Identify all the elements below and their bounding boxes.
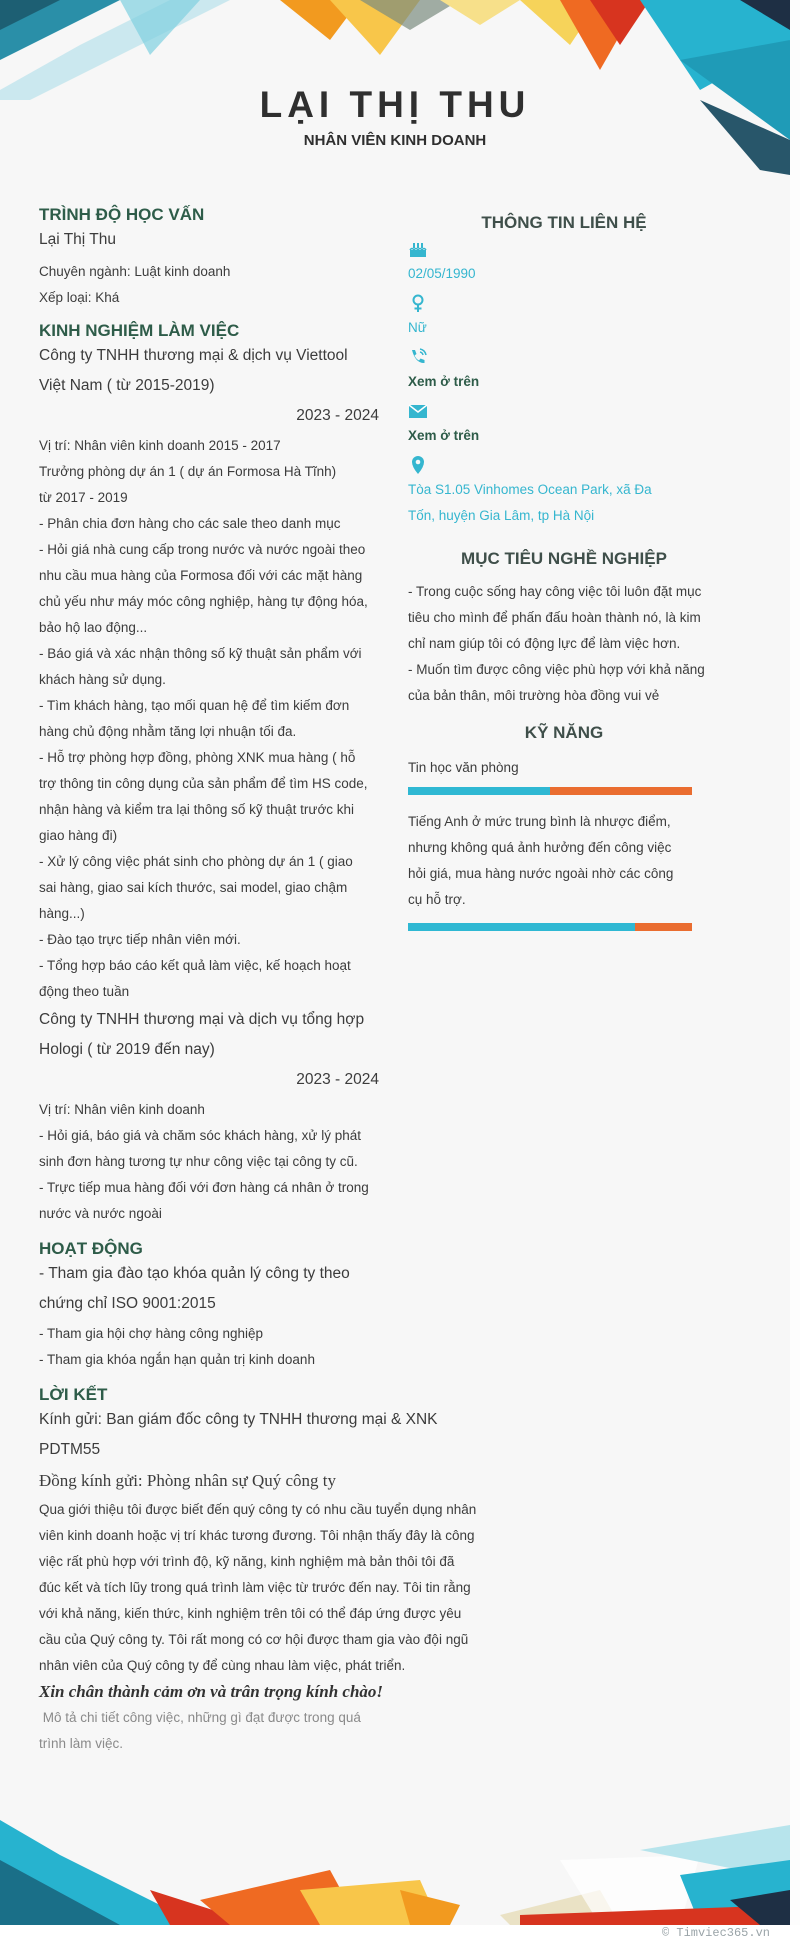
cv-header xyxy=(0,84,790,149)
address-value: Tòa S1.05 Vinhomes Ocean Park, xã Đa Tốn, huyện Gia Lâm, tp Hà Nội xyxy=(408,482,652,523)
contact-gender xyxy=(408,293,720,341)
map-marker-icon xyxy=(408,455,430,477)
skill-item xyxy=(408,755,720,795)
skill-level-fill xyxy=(408,787,550,795)
skill-item xyxy=(408,809,720,931)
skill-level-bar xyxy=(408,787,692,795)
activity-list xyxy=(39,1321,379,1373)
right-column xyxy=(408,213,720,931)
education-major: Chuyên ngành: Luật kinh doanh xyxy=(39,264,231,279)
job-details: Vị trí: Nhân viên kinh doanh 2015 - 2017 Trưởng phòng dự án 1 ( dự án Formosa Hà Tĩnh) từ 2017 - 2019 - Phân chia đơn hàng cho các sale theo danh mục - Hỏi giá nhà cung cấp trong nước và nước ngoài theo nhu cầu mua hàng của Formosa đối với các mặt hàng chủ yếu như máy móc công nghiệp, hàng tự động hóa, bảo hộ lao động... - Báo giá và xác nhận thông số kỹ thuật sản phẩm với khách hàng sử dụng. - Tìm khách hàng, tạo mối quan hệ để tìm kiếm đơn hàng chủ động nhằm tăng lợi nhuận tối đa. - Hỗ trợ phòng hợp đồng, phòng XNK mua hàng ( hỗ trợ thông tin công dụng của sản phẩm để tìm HS code, nhận hàng và kiểm tra lại thông số kỹ thuật trước khi giao hàng đi) - Xử lý công việc phát sinh cho phòng dự án 1 ( giao sai hàng, giao sai kích thước, sai model, giao chậm hàng...) - Đào tạo trực tiếp nhân viên mới. - Tổng hợp báo cáo kết quả làm việc, kế hoạch hoạt động theo tuần xyxy=(39,438,368,999)
contact-title: THÔNG TIN LIÊN HỆ xyxy=(481,213,647,232)
skill-level-bar xyxy=(408,923,692,931)
contact-email xyxy=(408,401,720,449)
job-company: Công ty TNHH thương mại & dịch vụ Viettool Việt Nam ( từ 2015-2019) xyxy=(39,347,348,394)
objective-title: MỤC TIÊU NGHỀ NGHIỆP xyxy=(461,549,667,568)
list-item: - Tham gia hội chợ hàng công nghiệp xyxy=(39,1326,264,1341)
phone-icon xyxy=(408,347,430,369)
objective-section xyxy=(408,549,720,709)
birthday-value: 02/05/1990 xyxy=(408,266,476,281)
education-grade: Xếp loại: Khá xyxy=(39,290,120,305)
skill-name: Tin học văn phòng xyxy=(408,760,519,775)
experience-section xyxy=(39,321,379,1227)
education-school: Lại Thị Thu xyxy=(39,231,116,248)
job-period: 2023 - 2024 xyxy=(296,407,379,424)
envelope-icon xyxy=(408,401,430,423)
closing-section xyxy=(39,1385,499,1757)
candidate-name: LẠI THỊ THU xyxy=(259,84,531,125)
closing-thanks: Xin chân thành cảm ơn và trân trọng kính chào! xyxy=(39,1682,384,1701)
skill-level-fill xyxy=(408,923,635,931)
experience-title: KINH NGHIỆM LÀM VIỆC xyxy=(39,321,240,340)
job-company: Công ty TNHH thương mại và dịch vụ tổng hợp Hologi ( từ 2019 đến nay) xyxy=(39,1011,365,1058)
watermark: © Timviec365.vn xyxy=(661,1926,770,1940)
skill-name: Tiếng Anh ở mức trung bình là nhược điểm, nhưng không quá ảnh hưởng đến công việc hỏi giá, mua hàng nước ngoài nhờ các công cụ hỗ trợ. xyxy=(408,814,674,907)
gender-value: Nữ xyxy=(408,320,427,335)
education-section xyxy=(39,205,379,311)
phone-value[interactable]: Xem ở trên xyxy=(408,374,480,389)
job-details: Vị trí: Nhân viên kinh doanh - Hỏi giá, báo giá và chăm sóc khách hàng, xử lý phát sinh đơn hàng tương tự như công việc tại công ty cũ. - Trực tiếp mua hàng đối với đơn hàng cá nhân ở trong nước và nước ngoài xyxy=(39,1102,369,1221)
activity-main: - Tham gia đào tạo khóa quản lý công ty theo chứng chỉ ISO 9001:2015 xyxy=(39,1265,350,1312)
objective-text: - Trong cuộc sống hay công việc tôi luôn đặt mục tiêu cho mình để phấn đấu hoàn thành nó, là kim chỉ nam giúp tôi có động lực để làm việc hơn. - Muốn tìm được công việc phù hợp với khả năng của bản thân, môi trường hòa đồng vui vẻ xyxy=(408,584,705,703)
footer-decoration xyxy=(0,1820,790,1925)
email-value[interactable]: Xem ở trên xyxy=(408,428,480,443)
closing-title: LỜI KẾT xyxy=(39,1385,108,1404)
list-item: - Tham gia khóa ngắn hạn quản trị kinh doanh xyxy=(39,1352,315,1367)
activities-section xyxy=(39,1239,379,1373)
contact-section xyxy=(408,213,720,529)
geometric-banner-bottom xyxy=(0,1820,790,1925)
closing-recipient: Kính gửi: Ban giám đốc công ty TNHH thương mại & XNK PDTM55 xyxy=(39,1411,438,1458)
job-entry xyxy=(39,1005,379,1227)
contact-birthday xyxy=(408,239,720,287)
page-edge xyxy=(790,0,800,1925)
contact-address xyxy=(408,455,720,529)
candidate-job-title: NHÂN VIÊN KINH DOANH xyxy=(303,132,487,149)
gender-female-icon xyxy=(408,293,430,315)
contact-phone xyxy=(408,347,720,395)
birthday-cake-icon xyxy=(408,239,430,261)
job-period: 2023 - 2024 xyxy=(296,1071,379,1088)
skills-title: KỸ NĂNG xyxy=(524,723,604,742)
skills-section xyxy=(408,723,720,931)
education-title: TRÌNH ĐỘ HỌC VẤN xyxy=(39,205,205,224)
closing-cc: Đồng kính gửi: Phòng nhân sự Quý công ty xyxy=(39,1471,337,1490)
job-entry xyxy=(39,341,379,1005)
activities-title: HOẠT ĐỘNG xyxy=(39,1239,143,1258)
closing-hint: Mô tả chi tiết công việc, những gì đạt được trong quá trình làm việc. xyxy=(39,1710,361,1751)
closing-body: Qua giới thiệu tôi được biết đến quý công ty có nhu cầu tuyển dụng nhân viên kinh doanh hoặc vị trí khác tương đương. Tôi nhận thấy đây là công việc rất phù hợp với trình độ, kỹ năng, kinh nghiệm mà bản thôi tôi đã đúc kết và tích lũy trong quá trình làm việc từ trước đến nay. Tôi tin rằng với khả năng, kiến thức, kinh nghiệm trên tôi có thể đáp ứng được yêu cầu của Quý công ty. Tôi rất mong có cơ hội được tham gia vào đội ngũ nhân viên của Quý công ty để cùng nhau làm việc, phát triển. xyxy=(39,1502,477,1673)
